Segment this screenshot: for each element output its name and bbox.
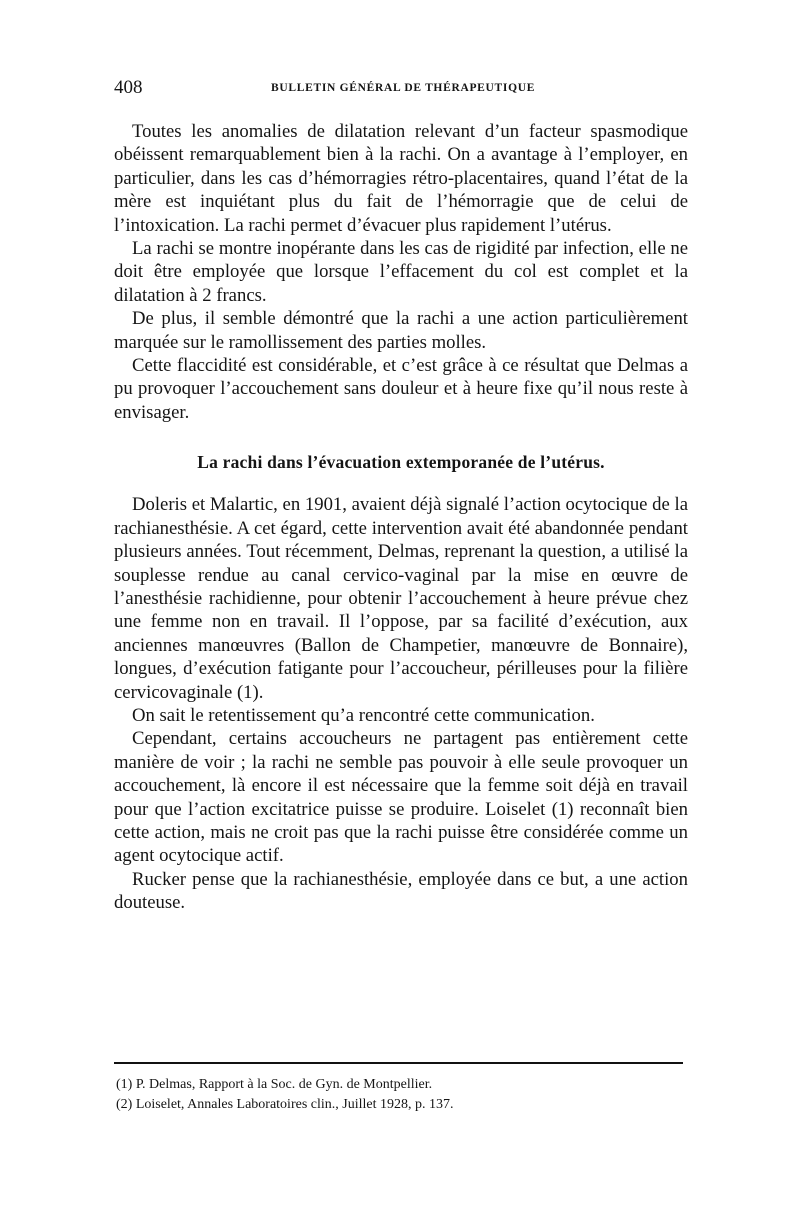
paragraph-soft-parts: De plus, il semble démontré que la rachi a une action particulièrement marquée sur le ramollissement des parties molles. — [114, 308, 688, 353]
main-text — [114, 120, 688, 915]
footnote-2: (2) Loiselet, Annales Laboratoires clin., Juillet 1928, p. 137. — [116, 1097, 454, 1112]
footnotes — [116, 1075, 676, 1115]
paragraph-obstetricians: Cependant, certains accoucheurs ne partagent pas entièrement cette manière de voir ; la rachi ne semble pas pouvoir à elle seule provoquer un accouchement, là encore il est nécessaire que la femme soit déjà en travail pour que l’action excitatrice puisse se produire. Loiselet (1) reconnaît bien cette action, mais ne croit pas que la rachi puisse être considérée comme un agent ocytocique actif. — [114, 728, 688, 867]
footnote-1: (1) P. Delmas, Rapport à la Soc. de Gyn. de Montpellier. — [116, 1077, 433, 1092]
section-heading: La rachi dans l’évacuation extemporanée de l’utérus. — [197, 452, 605, 473]
paragraph-delmas: Cette flaccidité est considérable, et c’est grâce à ce résultat que Delmas a pu provoquer l’accouchement sans douleur et à heure fixe qu’il nous reste à envisager. — [114, 355, 688, 423]
paragraph-anomalies: Toutes les anomalies de dilatation relevant d’un facteur spasmodique obéissent remarquablement bien à la rachi. On a avantage à l’employer, en particulier, dans les cas d’hémorragies rétro-placentaires, quand l’état de la mère est inquiétant plus du fait de l’hémorragie que de celui de l’intoxication. La rachi permet d’évacuer plus rapidement l’utérus. — [114, 121, 688, 236]
paragraph-history: Doleris et Malartic, en 1901, avaient déjà signalé l’action ocytocique de la rachianesthésie. A cet égard, cette intervention avait été abandonnée pendant plusieurs années. Tout récemment, Delmas, reprenant la question, a utilisé la souplesse rendue au canal cervico-vaginal par la mise en œuvre de l’anesthésie rachidienne, pour obtenir l’accouchement à heure prévue chez une femme non en travail. Il l’oppose, par sa facilité d’exécution, aux anciennes manœuvres (Ballon de Champetier, manœuvre de Bonnaire), longues, d’exécution fatigante pour l’accoucheur, périlleuses pour la filière cervicovaginale (1). — [114, 494, 688, 703]
page-header — [114, 76, 686, 100]
footnote-divider — [114, 1062, 683, 1064]
page-number: 408 — [114, 77, 143, 98]
paragraph-infection: La rachi se montre inopérante dans les cas de rigidité par infection, elle ne doit être employée que lorsque l’effacement du col est complet et la dilatation à 2 francs. — [114, 238, 688, 306]
running-title: BULLETIN GÉNÉRAL DE THÉRAPEUTIQUE — [271, 82, 536, 94]
paragraph-communication: On sait le retentissement qu’a rencontré cette communication. — [132, 704, 595, 726]
paragraph-rucker: Rucker pense que la rachianesthésie, employée dans ce but, a une action douteuse. — [114, 868, 688, 914]
